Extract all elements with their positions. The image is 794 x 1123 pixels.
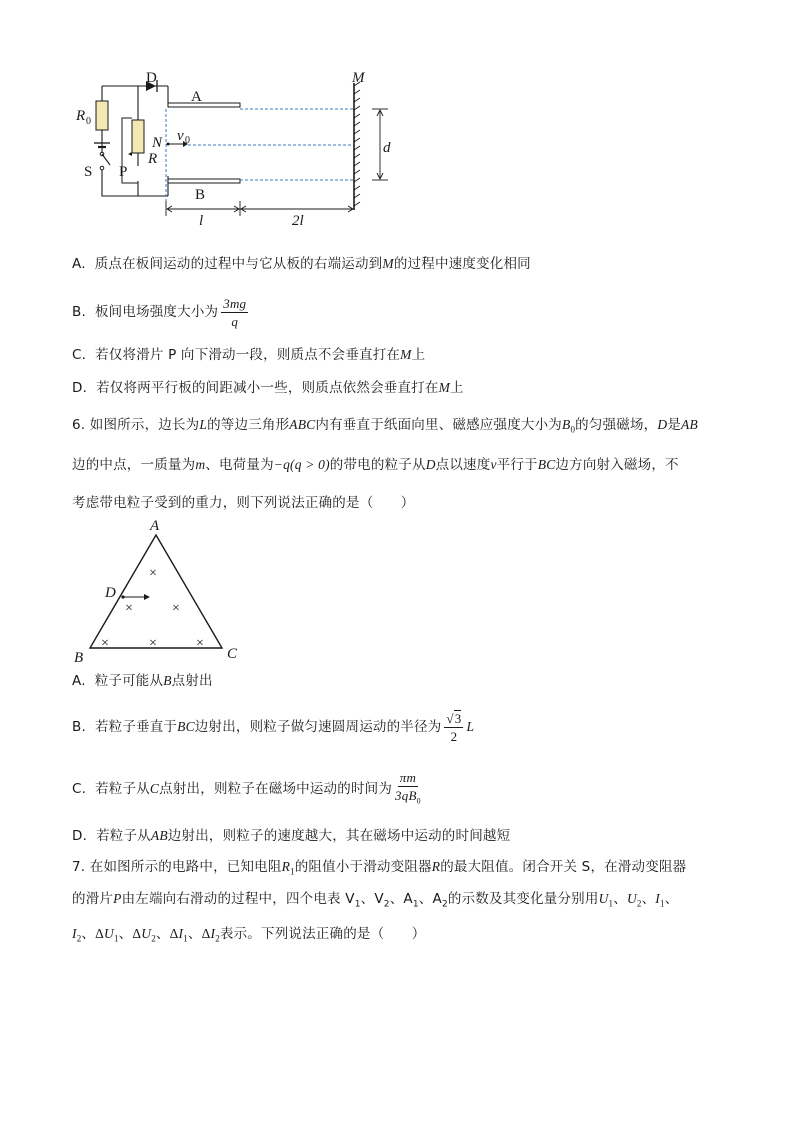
- plate-a: [168, 103, 240, 107]
- field-cross: ×: [101, 636, 109, 651]
- label-d: D: [105, 585, 116, 601]
- q6-stem-line1: 6. 如图所示，边长为L的等边三角形ABC内有垂直于纸面向里、磁感应强度大小为$B_0$的匀强磁场，D是AB: [72, 417, 698, 435]
- label-v0-sub: 0: [185, 135, 190, 146]
- q6-stem-line3: 考虑带电粒子受到的重力，则下列说法正确的是（ ）: [72, 495, 415, 511]
- label-r0-sub: 0: [86, 116, 91, 127]
- field-cross: ×: [149, 636, 157, 651]
- q7-stem-line3: $I_2$、$\Delta U_1$、$\Delta U_2$、$\Delta I_1$、$\Delta I_2$表示。下列说法正确的是（ ）: [72, 926, 426, 944]
- q7-stem-line2: 的滑片P由左端向右滑动的过程中，四个电表 $V_1$、$V_2$、$A_1$、$A_2$的示数及其变化量分别用$U_1$、$U_2$、$I_1$、: [72, 891, 679, 910]
- label-l: l: [199, 213, 204, 228]
- label-p: P: [119, 164, 128, 180]
- label-d-dim: d: [383, 140, 391, 156]
- q5-option-b[interactable]: B. 板间电场强度大小为 $\frac{3mg}{q}$: [72, 295, 247, 329]
- resistor-r0: [96, 101, 108, 130]
- field-cross: ×: [196, 636, 204, 651]
- label-d: D: [146, 70, 157, 86]
- rheostat-r: [132, 120, 144, 153]
- label-m: M: [352, 70, 365, 86]
- q6-stem-line2: 边的中点，一质量为m、电荷量为−q(q > 0)的带电的粒子从D点以速度v平行于BC边方向射入磁场，不: [72, 457, 679, 473]
- q5-option-c[interactable]: C. 若仅将滑片 P 向下滑动一段，则质点不会垂直打在M上: [72, 347, 426, 363]
- label-v0: v: [177, 128, 184, 144]
- q6-option-d[interactable]: D. 若粒子从AB边射出，则粒子的速度越大，其在磁场中运动的时间越短: [72, 828, 511, 844]
- field-cross: ×: [172, 601, 180, 616]
- label-r0: R: [76, 108, 86, 124]
- label-a: A: [150, 518, 160, 534]
- label-n: N: [152, 135, 163, 151]
- plate-b: [168, 179, 240, 183]
- label-b: B: [195, 187, 206, 203]
- label-a: A: [191, 89, 202, 105]
- label-b: B: [74, 650, 84, 666]
- figure-triangle-field: [70, 515, 250, 667]
- label-2l: 2l: [292, 213, 304, 228]
- q5-option-d[interactable]: D. 若仅将两平行板的间距减小一些，则质点依然会垂直打在M上: [72, 380, 464, 396]
- field-cross: ×: [149, 566, 157, 581]
- q6-option-a[interactable]: A. 粒子可能从B点射出: [72, 673, 213, 689]
- q6-option-b[interactable]: B. 若粒子垂直于BC边射出，则粒子做匀速圆周运动的半径为 $\frac{√3}{2}$ L: [72, 710, 475, 744]
- figure-circuit-plates: [70, 68, 410, 228]
- q7-stem-line1: 7. 在如图所示的电路中，已知电阻$R_1$的阻值小于滑动变阻器R的最大阻值。闭合开关 S，在滑动变阻器: [72, 859, 687, 877]
- label-c: C: [227, 646, 238, 662]
- label-r: R: [148, 151, 158, 167]
- q5-option-a[interactable]: A. 质点在板间运动的过程中与它从板的右端运动到M的过程中速度变化相同: [72, 256, 531, 272]
- label-s: S: [84, 164, 93, 180]
- q6-option-c[interactable]: C. 若粒子从C点射出，则粒子在磁场中运动的时间为 $\frac{\pi m}{3qB_0}$: [72, 769, 421, 806]
- field-cross: ×: [125, 601, 133, 616]
